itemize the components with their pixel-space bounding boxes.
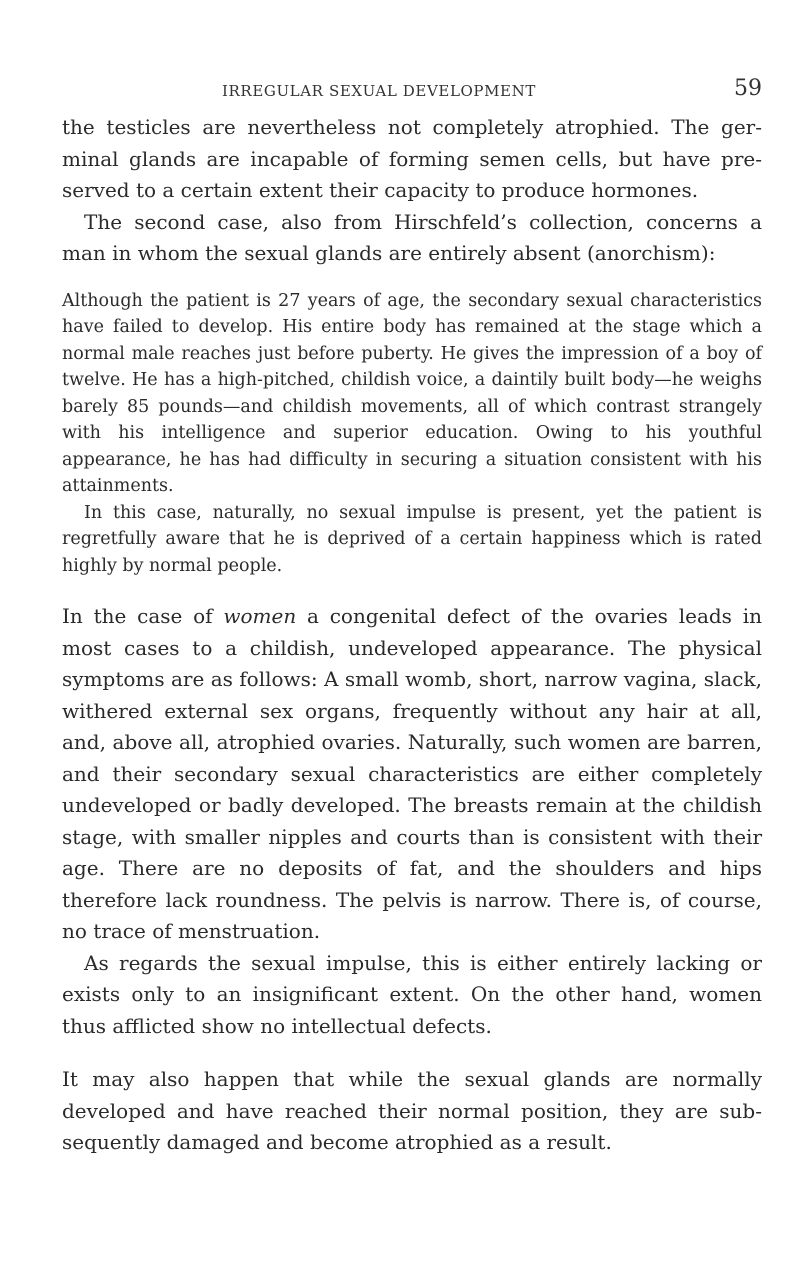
quote-sexual-impulse: In this case, naturally, no sexual impulse is present, yet the patient is regretfully aware that he is deprived of a certain happiness which is rated highly by normal people. [62, 502, 762, 576]
page-header [62, 76, 762, 112]
page-number: 59 [734, 76, 762, 101]
paragraph-women [62, 601, 762, 948]
running-head: IRREGULAR SEXUAL DEVELOPMENT [222, 82, 536, 100]
book-page [62, 76, 762, 1159]
paragraph-testicles: the testicles are nevertheless not completely atrophied. The germinal glands are incapable of forming semen cells, but have preserved to a certain extent their capacity to produce hormones. [62, 115, 762, 202]
paragraph-atrophy: It may also happen that while the sexual glands are normally developed and have reached their normal position, they are subsequently damaged and become atrophied as a result. [62, 1067, 762, 1154]
paragraph-second-case: The second case, also from Hirschfeld’s collection, concerns a man in whom the sexual glands are entirely absent (anorchism): [62, 209, 762, 265]
emphasis-women: women [223, 604, 297, 628]
paragraph-women-start: In the case of [62, 604, 224, 628]
quote-patient-description: Although the patient is 27 years of age, the secondary sexual characteristics have failed to develop. His entire body has remained at the stage which a normal male reaches just before puberty. He gives the impression of a boy of twelve. He has a high-pitched, childish voice, a daintily built body—he weighs barely 85 pounds—and childish movements, all of which contrast strangely with his intelligence and superior education. Owing to his youthful appearance, he has had difficulty in securing a situation consistent with his attainments. [62, 290, 762, 496]
paragraph-impulse-women: As regards the sexual impulse, this is either entirely lacking or exists only to an insignificant extent. On the other hand, women thus afflicted show no intellectual defects. [62, 950, 762, 1038]
paragraph-women-rest: a congenital defect of the ovaries leads in most cases to a childish, undeveloped appearance. The physical symptoms are as follows: A small womb, short, narrow vagina, slack, withered external sex organs, frequently without any hair at all, and, above all, atrophied ovaries. Naturally, such women are barren, and their secondary sexual characteristics are either completely undeveloped or badly developed. The breasts remain at the childish stage, with smaller nipples and courts than is consistent with their age. There are no deposits of fat, and the shoulders and hips therefore lack roundness. The pelvis is narrow. There is, of course, no trace of menstruation. [62, 604, 762, 943]
